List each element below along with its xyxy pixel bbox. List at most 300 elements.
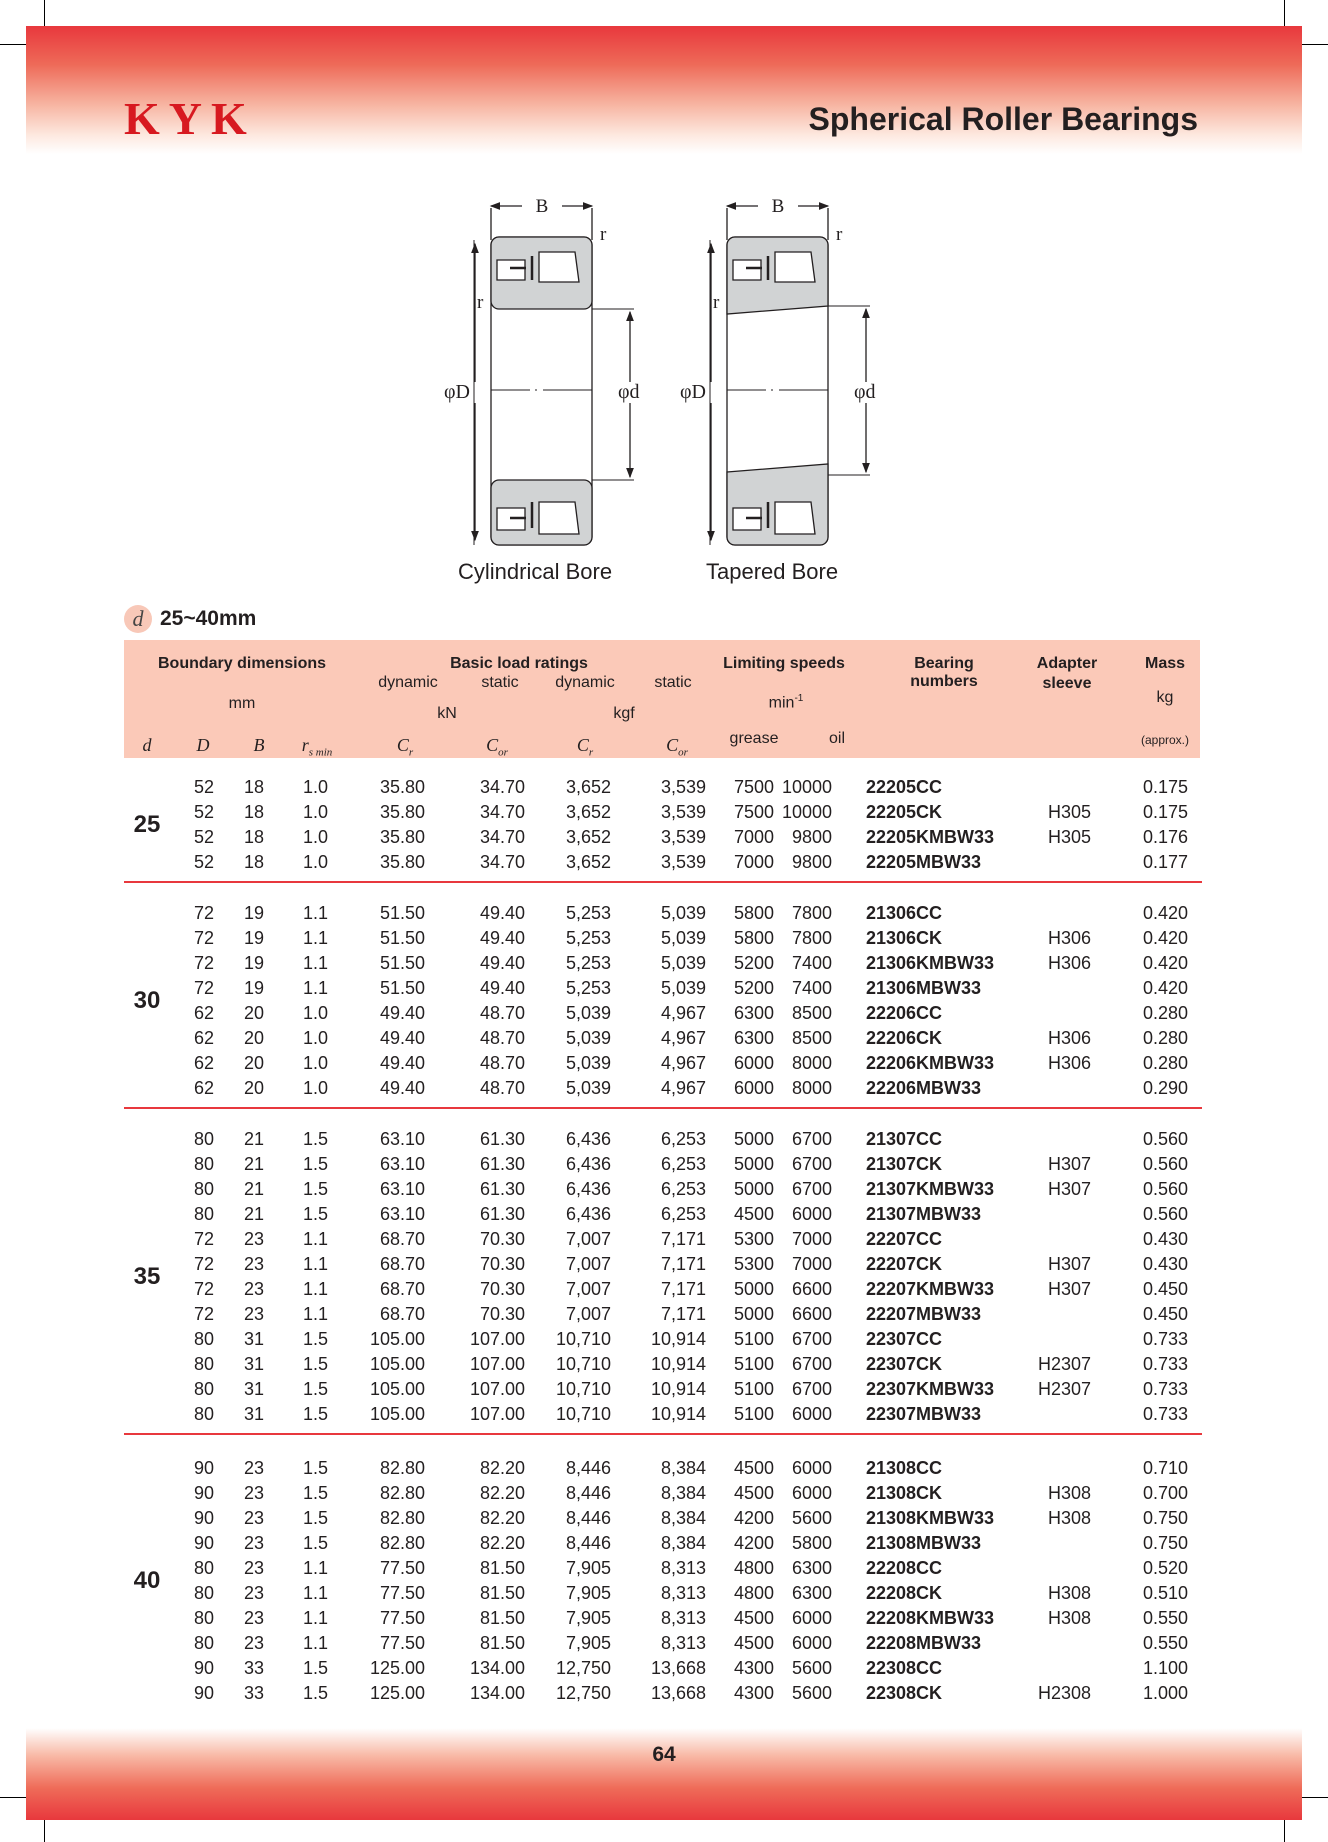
Cor-kN-cell: 49.40 [479, 928, 525, 948]
B-cell: 21 [243, 1129, 264, 1149]
D-cell: 72 [193, 1304, 214, 1324]
bearing-number-cell: 22308CK [866, 1683, 943, 1703]
oil-speed-cell: 6700 [791, 1154, 832, 1174]
Cr-kN-cell: 51.50 [379, 953, 425, 973]
Cor-kN-cell: 82.20 [479, 1533, 525, 1553]
header-Cor [486, 736, 508, 759]
B-cell: 23 [243, 1483, 264, 1503]
Cor-kgf-cell: 7,171 [660, 1304, 706, 1324]
Cr-kN-cell: 82.80 [379, 1508, 425, 1528]
mass-cell: 0.750 [1142, 1533, 1188, 1553]
table-row [0, 901, 1328, 926]
rs-cell: 1.1 [302, 953, 328, 973]
mass-cell: 1.000 [1142, 1683, 1188, 1703]
adapter-sleeve-cell: H308 [1047, 1508, 1091, 1528]
Cor-kN-cell: 107.00 [469, 1329, 525, 1349]
Cr-kN-cell: 82.80 [379, 1483, 425, 1503]
table-row [0, 800, 1328, 825]
rs-cell: 1.1 [302, 1583, 328, 1603]
header-Cor-symbol: C [486, 735, 499, 755]
header-grease: grease [729, 730, 779, 747]
table-row [0, 926, 1328, 951]
rs-cell: 1.5 [302, 1354, 328, 1374]
oil-speed-cell: 6600 [791, 1304, 832, 1324]
Cr-kgf-cell: 7,905 [565, 1558, 611, 1578]
adapter-sleeve-cell: H306 [1047, 1028, 1091, 1048]
Cr-kN-cell: 63.10 [379, 1129, 425, 1149]
table-row [0, 1127, 1328, 1152]
grease-speed-cell: 4500 [733, 1483, 774, 1503]
B-cell: 23 [243, 1558, 264, 1578]
mass-cell: 0.710 [1142, 1458, 1188, 1478]
Cor-kN-cell: 81.50 [479, 1608, 525, 1628]
adapter-sleeve-cell: H307 [1047, 1179, 1091, 1199]
header-D: D [196, 735, 210, 755]
Cor-kgf-cell: 6,253 [660, 1129, 706, 1149]
Cr-kN-cell: 35.80 [379, 777, 425, 797]
Cr-kN-cell: 125.00 [369, 1658, 425, 1678]
grease-speed-cell: 5100 [733, 1379, 774, 1399]
grease-speed-cell: 5800 [733, 903, 774, 923]
bearing-number-cell: 22207MBW33 [866, 1304, 982, 1324]
B-cell: 23 [243, 1608, 264, 1628]
Cor-kN-cell: 81.50 [479, 1583, 525, 1603]
Cor-kgf-cell: 7,171 [660, 1279, 706, 1299]
header-B: B [253, 735, 265, 755]
grease-speed-cell: 5800 [733, 928, 774, 948]
adapter-sleeve-cell: H305 [1047, 802, 1091, 822]
oil-speed-cell: 6000 [791, 1458, 832, 1478]
B-cell: 19 [243, 928, 264, 948]
adapter-sleeve-cell: H306 [1047, 1053, 1091, 1073]
tap-B-label: B [771, 196, 785, 217]
B-cell: 23 [243, 1533, 264, 1553]
Cr-kgf-cell: 5,039 [565, 1028, 611, 1048]
B-cell: 21 [243, 1179, 264, 1199]
grease-speed-cell: 4500 [733, 1608, 774, 1628]
oil-speed-cell: 7400 [791, 978, 832, 998]
Cor-kN-cell: 49.40 [479, 953, 525, 973]
table-row [0, 775, 1328, 800]
tap-r-label: r [836, 224, 843, 245]
Cor-kgf-cell: 5,039 [660, 953, 706, 973]
bearing-number-cell: 22206KMBW33 [866, 1053, 995, 1073]
cyl-D-label: φD [444, 381, 470, 403]
mass-cell: 0.750 [1142, 1508, 1188, 1528]
mass-cell: 0.560 [1142, 1204, 1188, 1224]
table-row [0, 1456, 1328, 1481]
bearing-number-cell: 22205KMBW33 [866, 827, 995, 847]
table-row [0, 1177, 1328, 1202]
table-row [0, 1581, 1328, 1606]
Cor-kgf-cell: 4,967 [660, 1078, 706, 1098]
Cr-kgf-cell: 8,446 [565, 1533, 611, 1553]
mass-cell: 0.280 [1142, 1003, 1188, 1023]
mass-cell: 0.733 [1142, 1354, 1188, 1374]
bearing-number-cell: 22307CC [866, 1329, 943, 1349]
B-cell: 21 [243, 1154, 264, 1174]
grease-speed-cell: 4200 [733, 1533, 774, 1553]
oil-speed-cell: 10000 [781, 802, 832, 822]
table-row [0, 1252, 1328, 1277]
D-cell: 90 [193, 1508, 214, 1528]
header-static: static [481, 674, 519, 691]
header-sleeve: sleeve [1042, 675, 1092, 692]
mass-cell: 0.450 [1142, 1304, 1188, 1324]
Cr-kN-cell: 82.80 [379, 1533, 425, 1553]
rs-cell: 1.5 [302, 1179, 328, 1199]
Cr-kgf-cell: 3,652 [565, 852, 611, 872]
rs-cell: 1.5 [302, 1129, 328, 1149]
D-cell: 80 [193, 1558, 214, 1578]
grease-speed-cell: 7500 [733, 802, 774, 822]
rs-cell: 1.0 [302, 1053, 328, 1073]
Cor-kgf-cell: 5,039 [660, 903, 706, 923]
bearing-number-cell: 21306CC [866, 903, 943, 923]
header-basic-load: Basic load ratings [450, 655, 588, 672]
rs-cell: 1.5 [302, 1329, 328, 1349]
Cr-kgf-cell: 7,007 [565, 1229, 611, 1249]
Cr-kgf-cell: 8,446 [565, 1458, 611, 1478]
rs-cell: 1.1 [302, 903, 328, 923]
adapter-sleeve-cell: H2307 [1037, 1354, 1091, 1374]
cylindrical-bore-caption: Cylindrical Bore [458, 559, 613, 584]
bearing-number-cell: 22206CC [866, 1003, 943, 1023]
Cr-kgf-cell: 10,710 [555, 1404, 611, 1424]
oil-speed-cell: 6700 [791, 1329, 832, 1349]
Cor-kN-cell: 48.70 [479, 1003, 525, 1023]
Cor-kN-cell: 134.00 [469, 1683, 525, 1703]
header-static: static [654, 674, 692, 691]
header-adapter: Adapter [1036, 655, 1098, 672]
crop-mark [44, 0, 45, 26]
D-cell: 80 [193, 1633, 214, 1653]
header-min-unit: min [768, 694, 795, 712]
table-row [0, 1001, 1328, 1026]
Cor-kN-cell: 61.30 [479, 1129, 525, 1149]
bearing-number-cell: 22308CC [866, 1658, 943, 1678]
adapter-sleeve-cell: H307 [1047, 1254, 1091, 1274]
bearing-number-cell: 22307MBW33 [866, 1404, 982, 1424]
D-cell: 80 [193, 1179, 214, 1199]
bore-diameter-label: 35 [133, 1263, 161, 1290]
table-row [0, 825, 1328, 850]
brand-logo: KYK [124, 93, 256, 144]
rs-cell: 1.1 [302, 1254, 328, 1274]
D-cell: 52 [193, 802, 214, 822]
grease-speed-cell: 5000 [733, 1179, 774, 1199]
Cor-kN-cell: 70.30 [479, 1304, 525, 1324]
grease-speed-cell: 5300 [733, 1229, 774, 1249]
rs-cell: 1.5 [302, 1658, 328, 1678]
oil-speed-cell: 7800 [791, 903, 832, 923]
Cr-kN-cell: 49.40 [379, 1028, 425, 1048]
Cr-kN-cell: 63.10 [379, 1154, 425, 1174]
bore-diameter-label: 40 [133, 1567, 161, 1594]
rs-cell: 1.1 [302, 1229, 328, 1249]
grease-speed-cell: 6000 [733, 1053, 774, 1073]
rs-cell: 1.1 [302, 1558, 328, 1578]
Cor-kN-cell: 49.40 [479, 903, 525, 923]
bearing-number-cell: 21306MBW33 [866, 978, 982, 998]
table-row [0, 850, 1328, 875]
bearing-diagrams [430, 190, 890, 550]
Cr-kgf-cell: 3,652 [565, 802, 611, 822]
Cor-kgf-cell: 3,539 [660, 852, 706, 872]
Cor-kN-cell: 34.70 [479, 802, 525, 822]
B-cell: 20 [243, 1028, 264, 1048]
B-cell: 23 [243, 1583, 264, 1603]
Cr-kgf-cell: 10,710 [555, 1379, 611, 1399]
D-cell: 62 [193, 1003, 214, 1023]
D-cell: 62 [193, 1078, 214, 1098]
bearing-number-cell: 21307KMBW33 [866, 1179, 995, 1199]
header-kg: kg [1156, 689, 1174, 706]
Cor-kgf-cell: 8,384 [660, 1508, 706, 1528]
bearing-number-cell: 21308MBW33 [866, 1533, 982, 1553]
Cr-kgf-cell: 5,253 [565, 928, 611, 948]
crop-mark [1302, 1797, 1328, 1798]
Cor-kN-cell: 70.30 [479, 1254, 525, 1274]
Cr-kN-cell: 82.80 [379, 1458, 425, 1478]
mass-cell: 0.520 [1142, 1558, 1188, 1578]
rs-cell: 1.5 [302, 1404, 328, 1424]
table-row [0, 1352, 1328, 1377]
Cor-kN-cell: 61.30 [479, 1179, 525, 1199]
mass-cell: 0.560 [1142, 1154, 1188, 1174]
Cr-kN-cell: 77.50 [379, 1633, 425, 1653]
bearing-number-cell: 21306KMBW33 [866, 953, 995, 973]
grease-speed-cell: 4800 [733, 1583, 774, 1603]
B-cell: 31 [243, 1379, 264, 1399]
grease-speed-cell: 6300 [733, 1028, 774, 1048]
header-numbers: numbers [910, 673, 978, 690]
Cr-kN-cell: 105.00 [369, 1354, 425, 1374]
Cr-kgf-cell: 5,039 [565, 1078, 611, 1098]
adapter-sleeve-cell: H308 [1047, 1583, 1091, 1603]
header-min-exp: -1 [794, 693, 804, 704]
grease-speed-cell: 5000 [733, 1279, 774, 1299]
Cor-kgf-cell: 6,253 [660, 1154, 706, 1174]
grease-speed-cell: 4500 [733, 1633, 774, 1653]
Cr-kgf-cell: 12,750 [555, 1683, 611, 1703]
bearing-number-cell: 22208MBW33 [866, 1633, 982, 1653]
B-cell: 19 [243, 978, 264, 998]
oil-speed-cell: 5600 [791, 1683, 832, 1703]
Cr-kN-cell: 68.70 [379, 1279, 425, 1299]
D-cell: 72 [193, 1279, 214, 1299]
oil-speed-cell: 8000 [791, 1078, 832, 1098]
rs-cell: 1.5 [302, 1508, 328, 1528]
page-title: Spherical Roller Bearings [808, 101, 1198, 137]
rs-cell: 1.1 [302, 1279, 328, 1299]
Cr-kgf-cell: 7,905 [565, 1633, 611, 1653]
D-cell: 62 [193, 1028, 214, 1048]
B-cell: 18 [243, 777, 264, 797]
Cr-kN-cell: 63.10 [379, 1204, 425, 1224]
header-rs-symbol: r [301, 735, 309, 755]
bearing-number-cell: 22207CK [866, 1254, 943, 1274]
oil-speed-cell: 6000 [791, 1633, 832, 1653]
Cor-kN-cell: 61.30 [479, 1154, 525, 1174]
bearing-number-cell: 21308CK [866, 1483, 943, 1503]
mass-cell: 0.733 [1142, 1404, 1188, 1424]
group-separator [124, 1433, 1202, 1435]
rs-cell: 1.0 [302, 827, 328, 847]
Cor-kgf-cell: 8,384 [660, 1483, 706, 1503]
Cr-kN-cell: 77.50 [379, 1558, 425, 1578]
Cr-kgf-cell: 8,446 [565, 1508, 611, 1528]
Cr-kN-cell: 68.70 [379, 1254, 425, 1274]
B-cell: 31 [243, 1329, 264, 1349]
oil-speed-cell: 9800 [791, 827, 832, 847]
bearing-number-cell: 22208CK [866, 1583, 943, 1603]
oil-speed-cell: 7000 [791, 1229, 832, 1249]
Cr-kgf-cell: 5,253 [565, 953, 611, 973]
B-cell: 33 [243, 1658, 264, 1678]
grease-speed-cell: 6000 [733, 1078, 774, 1098]
Cor-kN-cell: 82.20 [479, 1508, 525, 1528]
Cr-kN-cell: 49.40 [379, 1053, 425, 1073]
D-cell: 72 [193, 903, 214, 923]
header-rs [302, 736, 333, 759]
grease-speed-cell: 5300 [733, 1254, 774, 1274]
grease-speed-cell: 4500 [733, 1204, 774, 1224]
header-Cr [577, 736, 593, 759]
Cr-kgf-cell: 6,436 [565, 1204, 611, 1224]
grease-speed-cell: 4300 [733, 1683, 774, 1703]
grease-speed-cell: 4500 [733, 1458, 774, 1478]
D-cell: 72 [193, 1229, 214, 1249]
group-separator [124, 881, 1202, 883]
Cor-kN-cell: 34.70 [479, 852, 525, 872]
B-cell: 23 [243, 1458, 264, 1478]
rs-cell: 1.1 [302, 1608, 328, 1628]
grease-speed-cell: 5100 [733, 1404, 774, 1424]
oil-speed-cell: 7800 [791, 928, 832, 948]
mass-cell: 0.700 [1142, 1483, 1188, 1503]
mass-cell: 0.430 [1142, 1229, 1188, 1249]
D-cell: 80 [193, 1204, 214, 1224]
Cor-kgf-cell: 13,668 [650, 1683, 706, 1703]
Cr-kN-cell: 51.50 [379, 978, 425, 998]
Cr-kN-cell: 49.40 [379, 1003, 425, 1023]
rs-cell: 1.5 [302, 1458, 328, 1478]
Cr-kgf-cell: 3,652 [565, 827, 611, 847]
tap-D-label: φD [680, 381, 706, 403]
adapter-sleeve-cell: H2308 [1037, 1683, 1091, 1703]
bearing-number-cell: 22307KMBW33 [866, 1379, 995, 1399]
grease-speed-cell: 7500 [733, 777, 774, 797]
Cr-kgf-cell: 7,007 [565, 1279, 611, 1299]
oil-speed-cell: 6000 [791, 1608, 832, 1628]
Cor-kN-cell: 82.20 [479, 1483, 525, 1503]
table-row [0, 1531, 1328, 1556]
oil-speed-cell: 6000 [791, 1204, 832, 1224]
bearing-number-cell: 22205CK [866, 802, 943, 822]
header-Cor-sub: or [498, 746, 508, 759]
D-cell: 80 [193, 1354, 214, 1374]
D-cell: 90 [193, 1533, 214, 1553]
oil-speed-cell: 6300 [791, 1558, 832, 1578]
oil-speed-cell: 5800 [791, 1533, 832, 1553]
Cor-kgf-cell: 8,313 [660, 1633, 706, 1653]
rs-cell: 1.5 [302, 1204, 328, 1224]
Cr-kN-cell: 77.50 [379, 1583, 425, 1603]
oil-speed-cell: 6600 [791, 1279, 832, 1299]
mass-cell: 0.510 [1142, 1583, 1188, 1603]
rs-cell: 1.1 [302, 928, 328, 948]
crop-mark [1284, 0, 1285, 26]
B-cell: 23 [243, 1508, 264, 1528]
header-rs-sub: s min [308, 746, 333, 759]
grease-speed-cell: 5000 [733, 1129, 774, 1149]
D-cell: 62 [193, 1053, 214, 1073]
rs-cell: 1.1 [302, 1633, 328, 1653]
header-d: d [142, 735, 152, 755]
D-cell: 52 [193, 827, 214, 847]
crop-mark [1302, 44, 1328, 45]
bearing-number-cell: 21306CK [866, 928, 943, 948]
oil-speed-cell: 7000 [791, 1254, 832, 1274]
mass-cell: 0.430 [1142, 1254, 1188, 1274]
group-separator [124, 1107, 1202, 1109]
mass-cell: 0.175 [1142, 777, 1188, 797]
table-row [0, 1277, 1328, 1302]
oil-speed-cell: 6700 [791, 1129, 832, 1149]
bore-symbol: d [124, 605, 152, 633]
cyl-B-label: B [535, 196, 549, 217]
cylindrical-bore-diagram [474, 206, 634, 545]
Cr-kN-cell: 49.40 [379, 1078, 425, 1098]
D-cell: 90 [193, 1683, 214, 1703]
Cor-kgf-cell: 6,253 [660, 1204, 706, 1224]
D-cell: 72 [193, 1254, 214, 1274]
Cor-kgf-cell: 8,384 [660, 1533, 706, 1553]
B-cell: 18 [243, 802, 264, 822]
D-cell: 72 [193, 953, 214, 973]
adapter-sleeve-cell: H305 [1047, 827, 1091, 847]
Cor-kN-cell: 81.50 [479, 1633, 525, 1653]
header-mm: mm [228, 695, 256, 712]
bearing-number-cell: 22208KMBW33 [866, 1608, 995, 1628]
grease-speed-cell: 5100 [733, 1354, 774, 1374]
mass-cell: 0.560 [1142, 1179, 1188, 1199]
table-row [0, 1656, 1328, 1681]
rs-cell: 1.5 [302, 1533, 328, 1553]
rs-cell: 1.0 [302, 852, 328, 872]
table-row [0, 951, 1328, 976]
adapter-sleeve-cell: H306 [1047, 928, 1091, 948]
mass-cell: 0.733 [1142, 1379, 1188, 1399]
oil-speed-cell: 6700 [791, 1354, 832, 1374]
Cr-kgf-cell: 5,039 [565, 1053, 611, 1073]
mass-cell: 0.280 [1142, 1053, 1188, 1073]
D-cell: 80 [193, 1129, 214, 1149]
mass-cell: 1.100 [1142, 1658, 1188, 1678]
bearing-number-cell: 22207KMBW33 [866, 1279, 995, 1299]
Cr-kN-cell: 51.50 [379, 903, 425, 923]
mass-cell: 0.733 [1142, 1329, 1188, 1349]
adapter-sleeve-cell: H307 [1047, 1279, 1091, 1299]
header-Cr-sub: r [408, 746, 414, 759]
rs-cell: 1.1 [302, 1304, 328, 1324]
D-cell: 80 [193, 1404, 214, 1424]
Cr-kN-cell: 35.80 [379, 827, 425, 847]
table-row [0, 1051, 1328, 1076]
Cor-kN-cell: 134.00 [469, 1658, 525, 1678]
Cr-kgf-cell: 6,436 [565, 1154, 611, 1174]
